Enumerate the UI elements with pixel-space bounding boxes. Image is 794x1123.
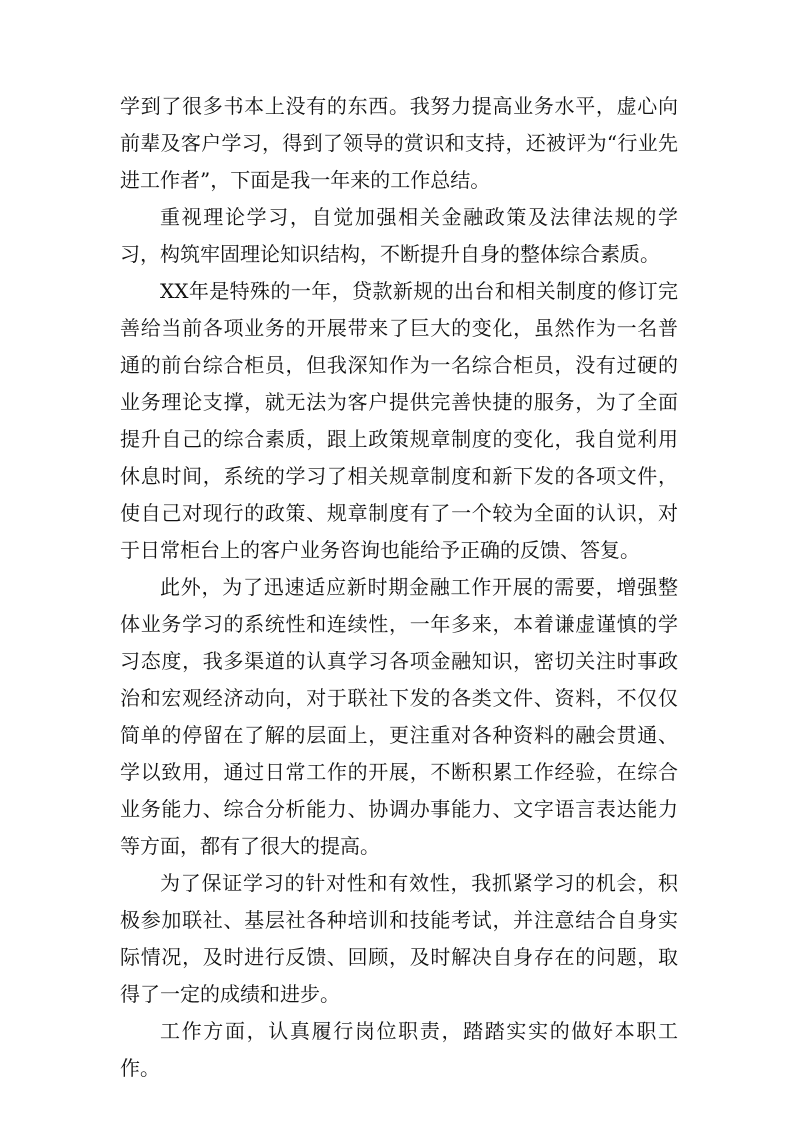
paragraph-2: 重视理论学习，自觉加强相关金融政策及法律法规的学习，构筑牢固理论知识结构，不断提升自身的整体综合素质。 [120, 205, 678, 266]
paragraph-5: 为了保证学习的针对性和有效性，我抓紧学习的机会，积极参加联社、基层社各种培训和技能考试，并注意结合自身实际情况，及时进行反馈、回顾，及时解决自身存在的问题，取得了一定的成绩和进步。 [120, 871, 678, 1006]
paragraph-3: XX年是特殊的一年，贷款新规的出台和相关制度的修订完善给当前各项业务的开展带来了巨大的变化，虽然作为一名普通的前台综合柜员，但我深知作为一名综合柜员，没有过硬的业务理论支撑，就无法为客户提供完善快捷的服务，为了全面提升自己的综合素质，跟上政策规章制度的变化，我自觉利用休息时间，系统的学习了相关规章制度和新下发的各项文件，使自己对现行的政策、规章制度有了一个较为全面的认识，对于日常柜台上的客户业务咨询也能给予正确的反馈、答复。 [120, 279, 678, 562]
paragraph-4: 此外，为了迅速适应新时期金融工作开展的需要，增强整体业务学习的系统性和连续性，一年多来，本着谦虚谨慎的学习态度，我多渠道的认真学习各项金融知识，密切关注时事政治和宏观经济动向，对于联社下发的各类文件、资料，不仅仅简单的停留在了解的层面上，更注重对各种资料的融会贯通、学以致用，通过日常工作的开展，不断积累工作经验，在综合业务能力、综合分析能力、协调办事能力、文字语言表达能力等方面，都有了很大的提高。 [120, 575, 678, 858]
paragraph-1: 学到了很多书本上没有的东西。我努力提高业务水平，虚心向前辈及客户学习，得到了领导的赏识和支持，还被评为“行业先进工作者”，下面是我一年来的工作总结。 [120, 94, 678, 192]
document-body [120, 88, 678, 1087]
paragraph-6: 工作方面，认真履行岗位职责，踏踏实实的做好本职工作。 [120, 1019, 678, 1080]
